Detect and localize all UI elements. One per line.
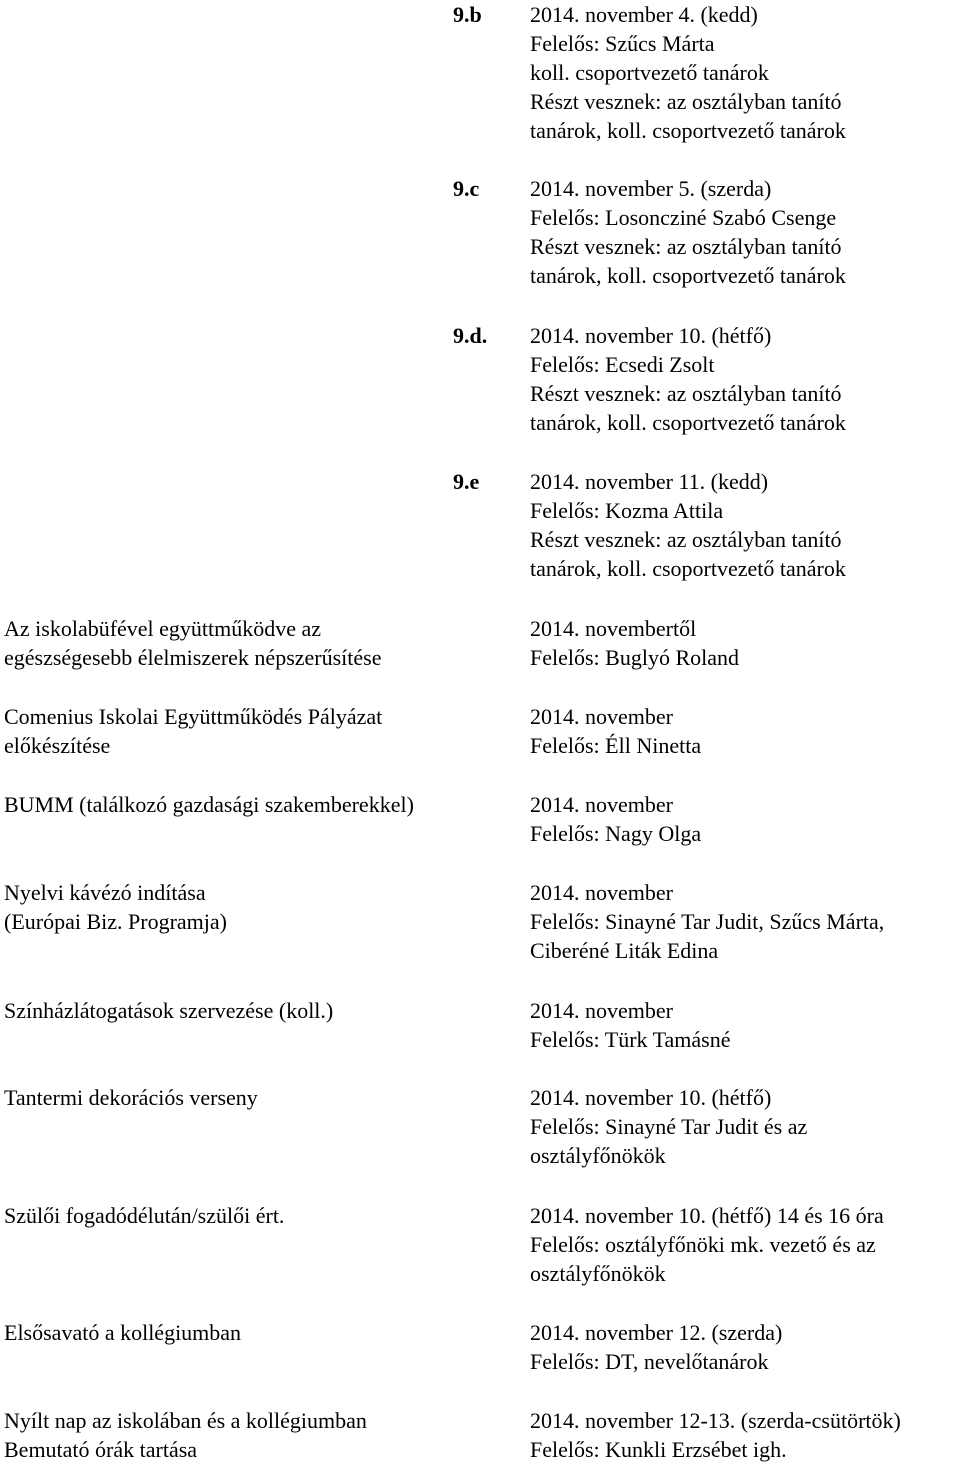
activity-name: Bemutató órák tartása xyxy=(4,1437,198,1462)
activity-name: Színházlátogatások szervezése (koll.) xyxy=(4,998,334,1023)
activity-date: 2014. november 10. (hétfő) xyxy=(530,1085,772,1110)
item-date: 2014. november 10. (hétfő) xyxy=(530,323,772,348)
activity-responsible: Felelős: Türk Tamásné xyxy=(530,1027,731,1052)
activity-date: 2014. november xyxy=(530,880,673,905)
activity-date: 2014. november 12. (szerda) xyxy=(530,1320,783,1345)
item-responsible: Felelős: Szűcs Márta xyxy=(530,31,715,56)
activity-name: előkészítése xyxy=(4,733,111,758)
activity-date: 2014. november xyxy=(530,704,673,729)
activity-responsible: Felelős: Sinayné Tar Judit és az xyxy=(530,1114,808,1139)
item-date: 2014. november 4. (kedd) xyxy=(530,2,758,27)
item-text-line: koll. csoportvezető tanárok xyxy=(530,60,769,85)
activity-date: 2014. november 10. (hétfő) 14 és 16 óra xyxy=(530,1203,884,1228)
item-date: 2014. november 11. (kedd) xyxy=(530,469,769,494)
activity-name: Az iskolabüfével együttműködve az xyxy=(4,616,322,641)
item-number: 9.e xyxy=(453,469,480,494)
activity-name: (Európai Biz. Programja) xyxy=(4,909,227,934)
activity-name: Comenius Iskolai Együttműködés Pályázat xyxy=(4,704,383,729)
item-text-line: tanárok, koll. csoportvezető tanárok xyxy=(530,410,846,435)
activity-date: 2014. november xyxy=(530,792,673,817)
activity-name: Nyelvi kávézó indítása xyxy=(4,880,206,905)
item-number: 9.d. xyxy=(453,323,488,348)
activity-responsible: Felelős: osztályfőnöki mk. vezető és az xyxy=(530,1232,876,1257)
activity-responsible: Felelős: Nagy Olga xyxy=(530,821,702,846)
activity-date: 2014. november xyxy=(530,998,673,1023)
item-number: 9.c xyxy=(453,176,480,201)
activity-date: 2014. novembertől xyxy=(530,616,697,641)
item-participants: Részt vesznek: az osztályban tanító xyxy=(530,89,842,114)
item-responsible: Felelős: Kozma Attila xyxy=(530,498,724,523)
item-responsible: Felelős: Losoncziné Szabó Csenge xyxy=(530,205,837,230)
activity-name: BUMM (találkozó gazdasági szakemberekkel) xyxy=(4,792,414,817)
item-text-line: tanárok, koll. csoportvezető tanárok xyxy=(530,263,846,288)
activity-name: Elsősavató a kollégiumban xyxy=(4,1320,242,1345)
item-number: 9.b xyxy=(453,2,482,27)
activity-responsible: osztályfőnökök xyxy=(530,1261,666,1286)
activity-responsible: Felelős: Buglyó Roland xyxy=(530,645,739,670)
activity-date: 2014. november 12-13. (szerda-csütörtök) xyxy=(530,1408,901,1433)
activity-responsible: Felelős: DT, nevelőtanárok xyxy=(530,1349,769,1374)
item-date: 2014. november 5. (szerda) xyxy=(530,176,772,201)
item-responsible: Felelős: Ecsedi Zsolt xyxy=(530,352,715,377)
item-participants: Részt vesznek: az osztályban tanító xyxy=(530,527,842,552)
activity-name: Tantermi dekorációs verseny xyxy=(4,1085,258,1110)
activity-name: Nyílt nap az iskolában és a kollégiumban xyxy=(4,1408,367,1433)
item-participants: Részt vesznek: az osztályban tanító xyxy=(530,381,842,406)
item-text-line: tanárok, koll. csoportvezető tanárok xyxy=(530,118,846,143)
activity-responsible: Felelős: Éll Ninetta xyxy=(530,733,702,758)
item-participants: Részt vesznek: az osztályban tanító xyxy=(530,234,842,259)
activity-name: egészségesebb élelmiszerek népszerűsítése xyxy=(4,645,382,670)
activity-responsible: Ciberéné Liták Edina xyxy=(530,938,719,963)
activity-responsible: osztályfőnökök xyxy=(530,1143,666,1168)
item-text-line: tanárok, koll. csoportvezető tanárok xyxy=(530,556,846,581)
activity-responsible: Felelős: Kunkli Erzsébet igh. xyxy=(530,1437,787,1462)
activity-responsible: Felelős: Sinayné Tar Judit, Szűcs Márta, xyxy=(530,909,885,934)
activity-name: Szülői fogadódélután/szülői ért. xyxy=(4,1203,285,1228)
